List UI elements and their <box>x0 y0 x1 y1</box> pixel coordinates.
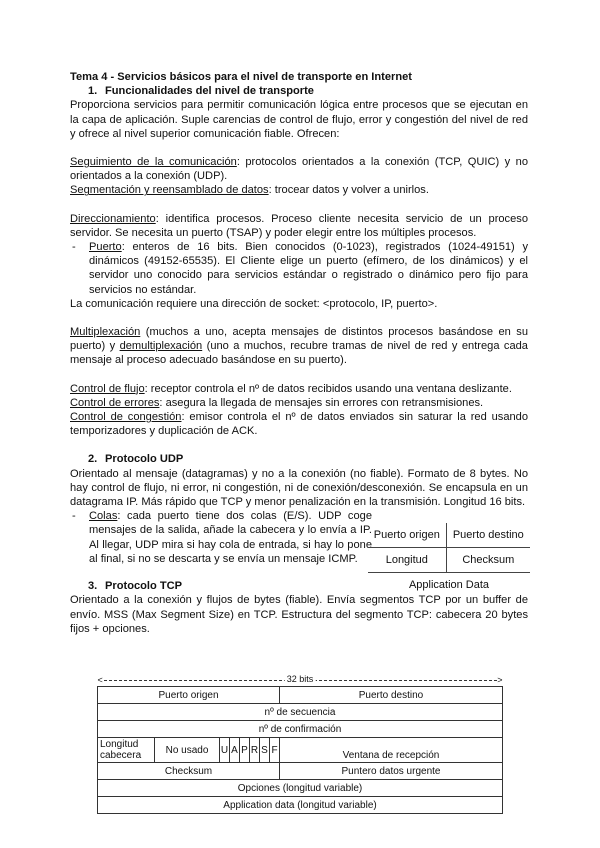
tcp-header-length: Longitud cabecera <box>98 738 155 763</box>
arrow-right-icon: > <box>497 675 503 685</box>
definition: : cada puerto tiene dos colas (E/S). UDP coge mensajes de la salida, añade la cabecera y lo envía a IP. Al llegar, UDP mira si hay cola de entrada, si hay lo pone al final, si no se descarta y se envía un mensaje ICMP. <box>89 510 372 565</box>
s1-control-errores <box>70 396 528 410</box>
document-title: Tema 4 - Servicios básicos para el nivel de transporte en Internet <box>70 71 412 83</box>
section-title: Protocolo TCP <box>105 580 183 593</box>
tcp-flag-ack: A <box>230 738 240 763</box>
section-1-heading <box>70 84 528 98</box>
udp-src-port: Puerto origen <box>368 523 446 548</box>
section-2-heading <box>70 452 528 466</box>
term: Seguimiento de la comunicación <box>70 156 237 169</box>
s1-socket: La comunicación requiere una dirección de socket: <protocolo, IP, puerto>. <box>70 297 438 310</box>
tcp-ack-number: nº de confirmación <box>98 721 503 738</box>
definition: : asegura la llegada de mensajes sin errores con retransmisiones. <box>159 396 484 409</box>
document-page <box>70 70 528 636</box>
udp-app-data: Application Data <box>368 573 530 598</box>
section-title: Funcionalidades del nivel de transporte <box>105 85 314 98</box>
tcp-window: Ventana de recepción <box>280 738 503 763</box>
term: Control de errores <box>70 396 160 409</box>
definition: (muchos a uno, acepta mensajes de distintos procesos basándose en su puerto) y <box>70 326 528 353</box>
s2-colas-item <box>70 509 372 566</box>
s1-direccionamiento <box>70 212 528 240</box>
list-dash: - <box>72 241 76 254</box>
tcp-segment-table <box>97 676 503 814</box>
term: Multiplexación <box>70 326 141 339</box>
tcp-src-port: Puerto origen <box>98 687 280 704</box>
bits-arrow-row <box>98 676 503 687</box>
tcp-flag-rst: R <box>250 738 260 763</box>
definition: : receptor controla el nº de datos recibidos usando una ventana deslizante. <box>144 382 512 395</box>
arrow-left-icon: < <box>97 675 103 685</box>
definition: : trocear datos y volver a unirlos. <box>268 184 429 197</box>
tcp-flag-syn: S <box>260 738 270 763</box>
term: demultiplexación <box>119 340 203 353</box>
term: Control de congestión <box>70 411 182 424</box>
s1-multiplexacion <box>70 325 528 368</box>
definition: (uno a muchos, recubre tramas de nivel de red y entrega cada mensaje al proceso adecuado basándose en su puerto). <box>70 340 528 367</box>
tcp-unused: No usado <box>155 738 220 763</box>
udp-length: Longitud <box>368 548 446 573</box>
term: Direccionamiento <box>70 212 156 225</box>
bits-label: 32 bits <box>286 674 314 684</box>
tcp-options: Opciones (longitud variable) <box>98 780 503 797</box>
term: Segmentación y reensamblado de datos <box>70 184 269 197</box>
s3-intro: Orientado a la conexión y flujos de bytes (fiable). Envía segmentos TCP por un buffer de envío. MSS (Max Segment Size) en TCP. Estructura del segmento TCP: cabecera 20 bytes fijos + opciones. <box>70 594 528 635</box>
tcp-app-data: Application data (longitud variable) <box>98 797 503 814</box>
tcp-flag-urg: U <box>220 738 230 763</box>
s2-intro: Orientado al mensaje (datagramas) y no a la conexión (no fiable). Formato de 8 bytes. No hay control de flujo, ni error, ni congestión, ni de conexión/desconexión. Se encapsula en un datagrama IP. Más rápido que TCP y menor penalización en la transmisión. Longitud 16 bits. <box>70 467 528 509</box>
term: Puerto <box>89 241 122 254</box>
list-dash: - <box>72 510 76 523</box>
section-number: 1. <box>88 85 98 98</box>
s1-control-congestion <box>70 410 528 438</box>
s1-seguimiento <box>70 155 528 183</box>
tcp-checksum: Checksum <box>98 763 280 780</box>
s1-intro: Proporciona servicios para permitir comunicación lógica entre procesos que se ejecutan en la capa de aplicación. Suple carencias de control de flujo, error y congestión del nivel de red y ofrece al nivel superior comunicación fiable. Ofrecen: <box>70 99 528 140</box>
term: Colas <box>89 510 118 523</box>
definition: : emisor controla el nº de datos enviados sin saturar la red usando temporizadores y duplicación de ACK. <box>70 411 528 438</box>
s1-puerto-item <box>70 240 528 297</box>
tcp-seq-number: nº de secuencia <box>98 704 503 721</box>
tcp-flag-fin: F <box>270 738 280 763</box>
tcp-flag-psh: P <box>240 738 250 763</box>
udp-checksum: Checksum <box>446 548 530 573</box>
udp-header-table <box>368 523 530 597</box>
s1-segmentacion <box>70 183 528 197</box>
term: Control de flujo <box>70 382 145 395</box>
section-title: Protocolo UDP <box>105 453 184 466</box>
s1-control-flujo <box>70 382 528 396</box>
tcp-dst-port: Puerto destino <box>280 687 503 704</box>
tcp-urgent-pointer: Puntero datos urgente <box>280 763 503 780</box>
definition: : enteros de 16 bits. Bien conocidos (0-1023), registrados (1024-49151) y dinámicos (49152-65535). El Cliente elige un puerto (efímero, de los dinámicos) y el servidor uno conocido para servicios estándar o registrado o dinámico pero fijo para servicios no estándar. <box>89 241 528 296</box>
definition: : identifica procesos. Proceso cliente necesita servicio de un proceso servidor. Se necesita un puerto (TSAP) y poder elegir entre los múltiples procesos. <box>70 212 528 239</box>
section-number: 2. <box>88 453 98 466</box>
section-number: 3. <box>88 580 98 593</box>
definition: : protocolos orientados a la conexión (TCP, QUIC) y no orientados a la conexión (UDP). <box>70 156 528 183</box>
udp-dst-port: Puerto destino <box>446 523 530 548</box>
